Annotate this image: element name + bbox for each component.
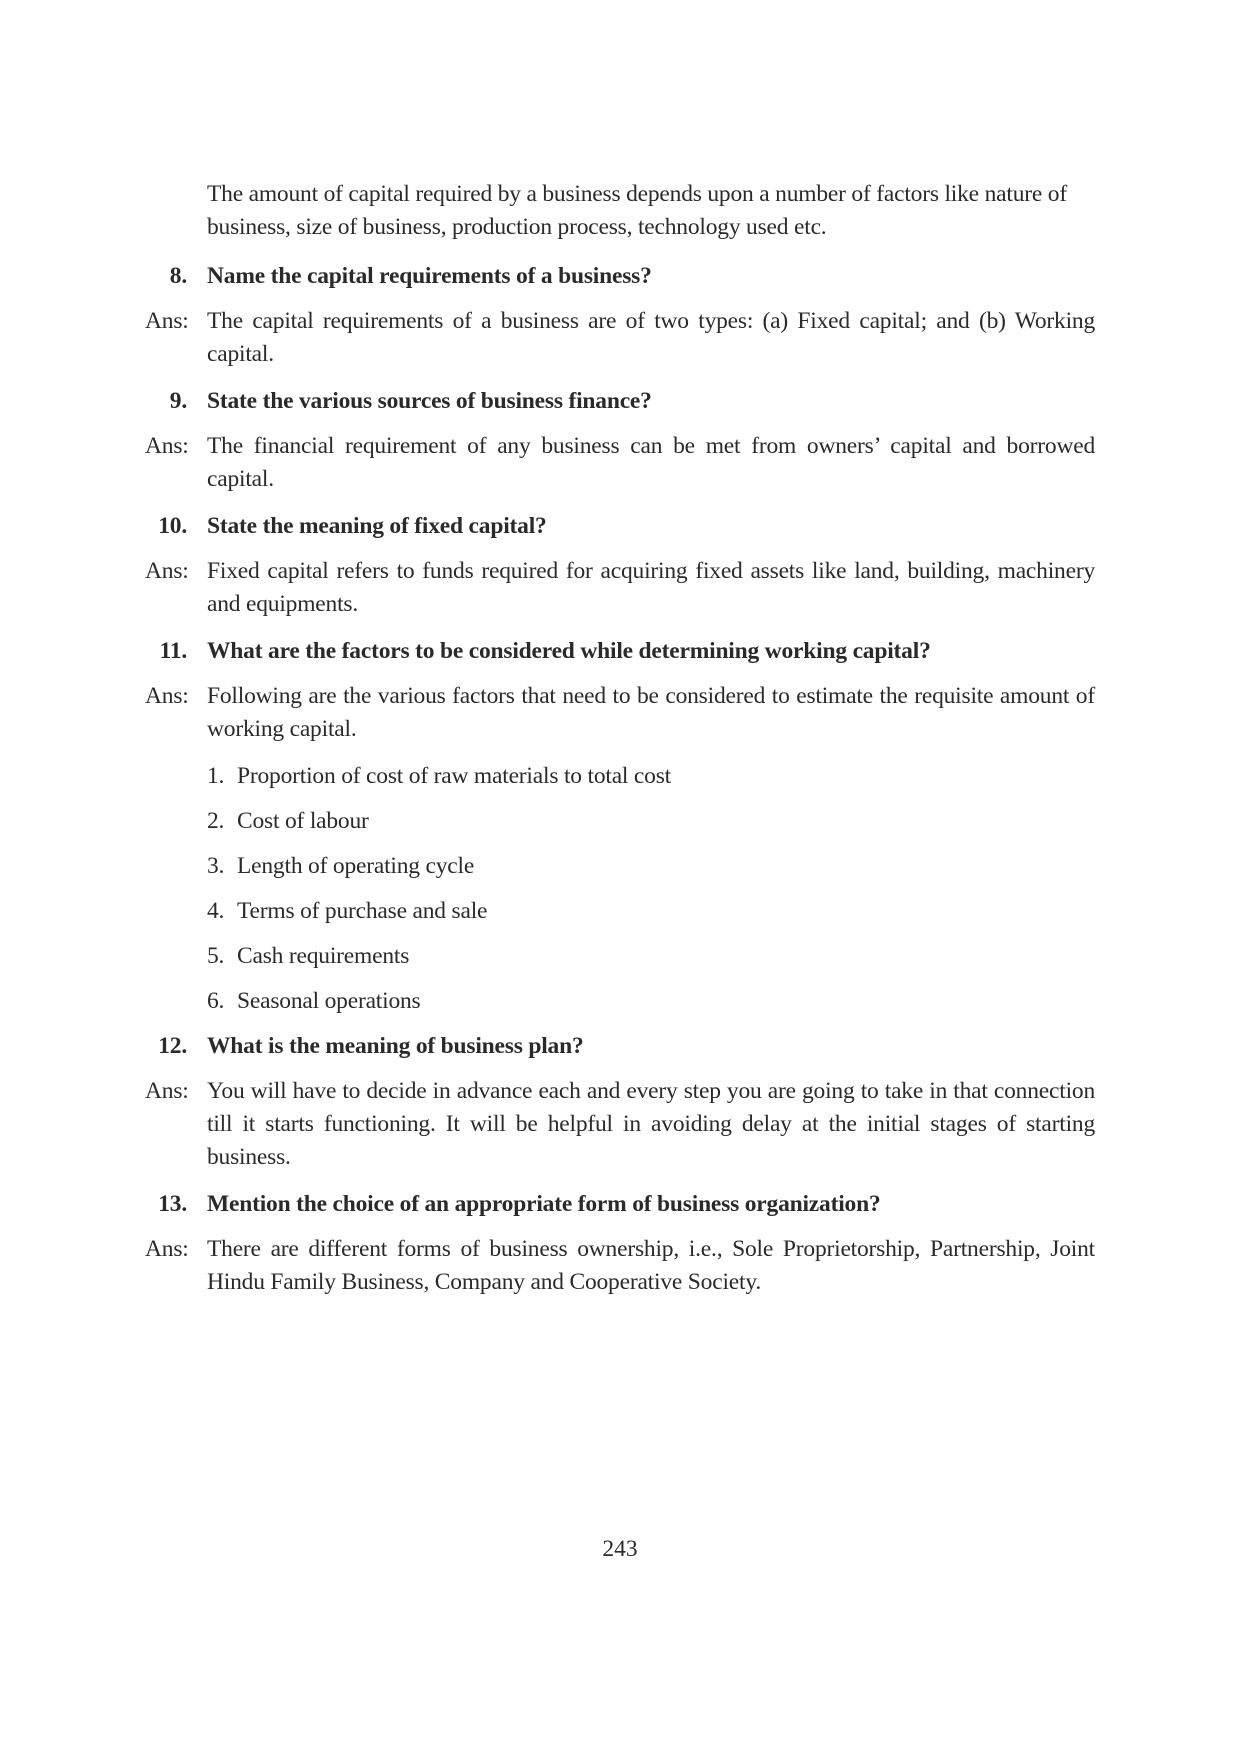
question-text: What are the factors to be considered while determining working capital? [207, 638, 931, 664]
answer-12 [145, 1075, 1095, 1174]
answer-label: Ans: [145, 683, 189, 709]
list-item-text: Proportion of cost of raw materials to total cost [237, 763, 671, 789]
answer-label: Ans: [145, 558, 189, 584]
factor-list [145, 760, 1095, 1018]
list-item-number: 1. [207, 763, 225, 789]
answer-label: Ans: [145, 1078, 189, 1104]
answer-13 [145, 1233, 1095, 1299]
question-number: 9. [169, 388, 187, 414]
intro-paragraph: The amount of capital required by a business depends upon a number of factors like nature of business, size of business, production process, technology used etc. [207, 181, 1067, 240]
list-item [207, 895, 1095, 928]
question-number: 12. [158, 1033, 187, 1059]
page-number: 243 [602, 1536, 638, 1562]
list-item-text: Cash requirements [237, 943, 410, 969]
answer-text: The financial requirement of any business can be met from owners’ capital and borrowed capital. [207, 433, 1095, 492]
answer-text: Following are the various factors that need to be considered to estimate the requisite amount of working capital. [207, 683, 1095, 742]
question-text: Mention the choice of an appropriate form of business organization? [207, 1191, 881, 1217]
list-item-number: 5. [207, 943, 225, 969]
list-item [207, 760, 1095, 793]
answer-10 [145, 555, 1095, 621]
question-number: 11. [159, 638, 187, 664]
page-content [145, 178, 1095, 1313]
question-11 [145, 635, 1095, 668]
list-item-number: 3. [207, 853, 225, 879]
list-item-number: 6. [207, 988, 225, 1014]
question-8 [145, 260, 1095, 293]
list-item [207, 940, 1095, 973]
list-item-number: 2. [207, 808, 225, 834]
question-10 [145, 510, 1095, 543]
answer-text: Fixed capital refers to funds required for acquiring fixed assets like land, building, machinery and equipments. [207, 558, 1095, 617]
list-item-number: 4. [207, 898, 225, 924]
question-number: 10. [158, 513, 187, 539]
list-item-text: Length of operating cycle [237, 853, 475, 879]
question-9 [145, 385, 1095, 418]
answer-11 [145, 680, 1095, 746]
answer-label: Ans: [145, 433, 189, 459]
answer-text: You will have to decide in advance each and every step you are going to take in that connection till it starts functioning. It will be helpful in avoiding delay at the initial stages of starting business. [207, 1078, 1095, 1170]
question-number: 8. [169, 263, 187, 289]
question-13 [145, 1188, 1095, 1221]
question-text: State the meaning of fixed capital? [207, 513, 547, 539]
list-item-text: Seasonal operations [237, 988, 421, 1014]
answer-text: The capital requirements of a business are of two types: (a) Fixed capital; and (b) Working capital. [207, 308, 1095, 367]
list-item [207, 805, 1095, 838]
answer-8 [145, 305, 1095, 371]
question-12 [145, 1030, 1095, 1063]
question-number: 13. [158, 1191, 187, 1217]
answer-text: There are different forms of business ownership, i.e., Sole Proprietorship, Partnership, Joint Hindu Family Business, Company and Cooperative Society. [207, 1236, 1095, 1295]
list-item-text: Terms of purchase and sale [237, 898, 488, 924]
answer-9 [145, 430, 1095, 496]
question-text: What is the meaning of business plan? [207, 1033, 584, 1059]
list-item [207, 850, 1095, 883]
answer-label: Ans: [145, 308, 189, 334]
list-item-text: Cost of labour [237, 808, 369, 834]
question-text: Name the capital requirements of a business? [207, 263, 652, 289]
answer-label: Ans: [145, 1236, 189, 1262]
question-text: State the various sources of business finance? [207, 388, 652, 414]
list-item [207, 985, 1095, 1018]
